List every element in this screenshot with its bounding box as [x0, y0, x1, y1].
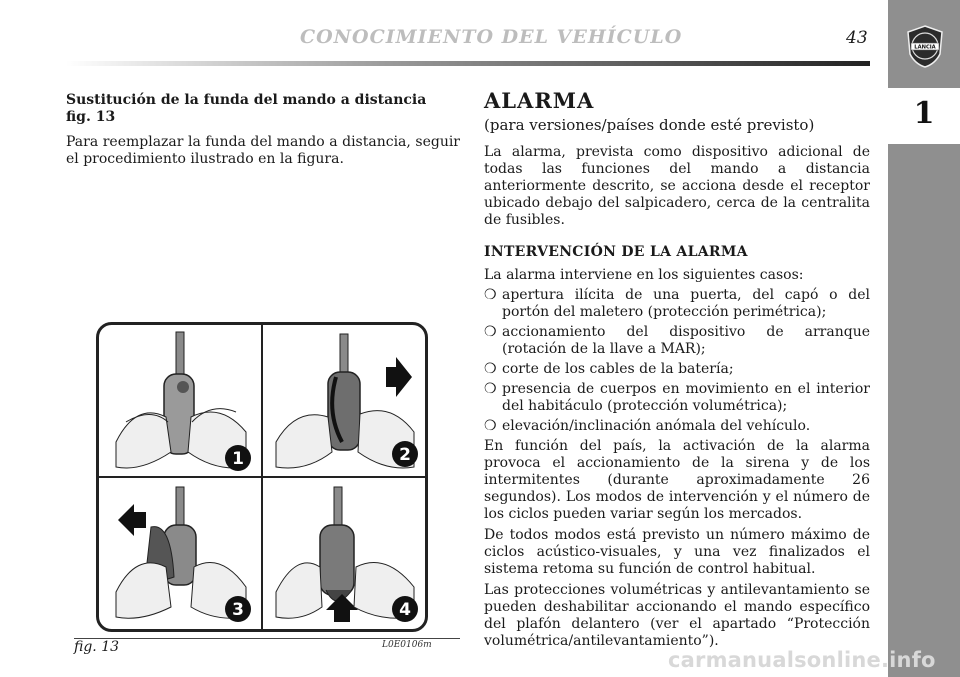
figure-code: L0E0106m	[382, 640, 432, 650]
alarm-title: ALARMA	[484, 88, 595, 113]
left-column	[66, 92, 460, 168]
step-number-4	[392, 596, 418, 622]
list-item: ❍ corte de los cables de la batería;	[484, 361, 734, 377]
bullet-icon: ❍	[484, 381, 497, 397]
bullet-icon: ❍	[484, 361, 497, 377]
protection-paragraph: Las protecciones volumétricas y antilevantamiento se pueden deshabilitar accionando el mando específico del plafón delantero (ver el apartado “Protección volumétrica/antilevantamiento”).	[484, 582, 870, 649]
page-number: 43	[846, 28, 868, 48]
step-label-1: 1	[232, 449, 244, 469]
chapter-side-tab	[888, 0, 960, 677]
step-number-2	[392, 441, 418, 467]
logo-text: LANCIA	[914, 44, 936, 51]
alarm-trigger-list	[484, 287, 870, 435]
alarm-subtitle: (para versiones/países donde esté previsto)	[484, 116, 815, 134]
list-item: ❍ accionamiento del dispositivo de arranque (rotación de la llave a MAR);	[484, 324, 870, 357]
activation-paragraph: En función del país, la activación de la alarma provoca el accionamiento de la sirena y de los intermitentes (durante aproximadamente 26 segundos). Los modos de intervención y el número de los ciclos pueden variar según los mercados.	[484, 438, 870, 522]
list-item: ❍ apertura ilícita de una puerta, del capó o del portón del maletero (protección perimétrica);	[484, 287, 870, 320]
list-item: ❍ presencia de cuerpos en movimiento en el interior del habitáculo (protección volumétrica);	[484, 381, 870, 414]
section-heading-figref: fig. 13	[66, 109, 116, 125]
step-label-4: 4	[399, 600, 411, 620]
step-label-3: 3	[232, 600, 244, 620]
list-intro: La alarma interviene en los siguientes casos:	[484, 267, 804, 283]
chapter-number: 1	[913, 96, 935, 131]
header-rule	[66, 61, 870, 66]
alarm-intro: La alarma, prevista como dispositivo adicional de todas las funciones del mando a distancia anteriormente descrito, se acciona desde el receptor ubicado debajo del salpicadero, cerca de la centralita de fusibles.	[484, 144, 870, 228]
section-heading: Sustitución de la funda del mando a distancia	[66, 92, 427, 108]
cycles-paragraph: De todos modos está previsto un número máximo de ciclos acústico-visuales, y una vez finalizados el sistema retoma su función de control habitual.	[484, 527, 870, 577]
bullet-icon: ❍	[484, 324, 497, 340]
lancia-logo-icon	[905, 24, 945, 68]
intervention-heading: INTERVENCIÓN DE LA ALARMA	[484, 244, 748, 260]
step-number-1	[225, 445, 251, 471]
step-label-2: 2	[399, 445, 411, 465]
figure-caption: fig. 13	[74, 639, 120, 655]
figure-caption-rule	[74, 638, 460, 639]
instruction-text: Para reemplazar la funda del mando a distancia, seguir el procedimiento ilustrado en la figura.	[66, 134, 460, 167]
step-number-3	[225, 596, 251, 622]
chapter-box	[888, 88, 960, 144]
bullet-icon: ❍	[484, 418, 497, 434]
key-cover-figure	[96, 322, 428, 632]
site-watermark: carmanualsonline.info	[668, 648, 936, 672]
running-header: CONOCIMIENTO DEL VEHÍCULO	[300, 26, 683, 48]
list-item: ❍ elevación/inclinación anómala del vehículo.	[484, 418, 811, 434]
bullet-icon: ❍	[484, 287, 497, 303]
right-column	[484, 90, 870, 650]
